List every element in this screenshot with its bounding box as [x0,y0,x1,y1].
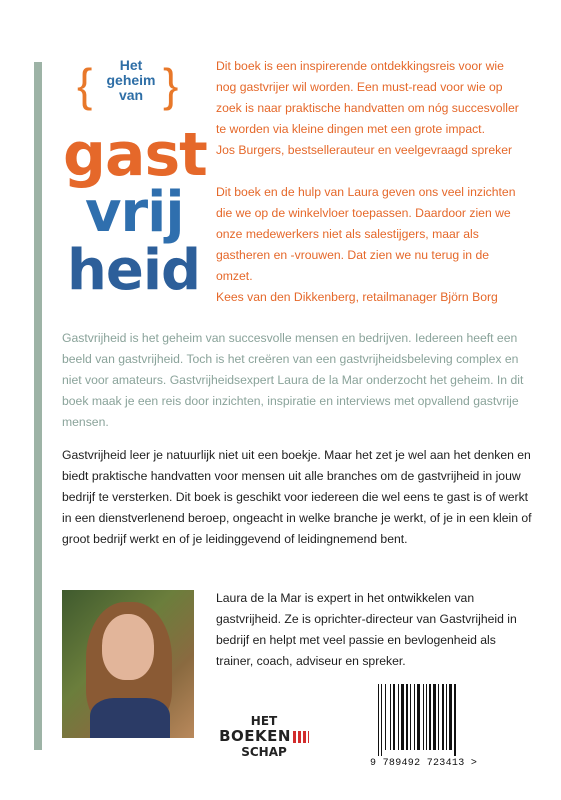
title-line-van: van [118,87,144,103]
quote-2-text: Dit boek en de hulp van Laura geven ons veel inzichten die we op de winkelvloer toepassen. Daardoor zien we onze medewerkers niet als salestijgers, maar als gastheren en -vrouwen. Dat zien we nu terug in de omzet. [216,185,516,283]
barcode-bar [398,684,399,750]
barcode-bar [417,684,420,750]
publisher-line-boeken: BOEKEN [219,727,291,745]
barcode-bar [457,684,458,756]
barcode-bar [381,684,382,756]
author-bio [216,588,532,672]
body-paragraph [62,445,532,550]
title-word-vrij: vrij [85,180,184,245]
barcode-bar [426,684,427,750]
barcode-bar [414,684,415,750]
barcode-bar [449,684,452,750]
barcode-bar [401,684,404,750]
quote-2-author: Kees van den Dikkenberg, retailmanager Björn Borg [216,290,498,304]
left-brace-icon: { [77,59,93,111]
body-text: Gastvrijheid leer je natuurlijk niet uit een boekje. Maar het zet je wel aan het denken en biedt praktische handvatten voor mensen uit alle branches om de gastvrijheid in jouw bedrijf te versterken. Dit boek is geschikt voor iedereen die wel eens te gast is of werkt in een dienstverlenend beroep, ongeacht in welke branche je werkt, of je in een klein of groot bedrijf werkt en of je leidinggevend of leidingnemend bent. [62,448,532,546]
title-word-gast: gast [63,120,207,190]
barcode-bar [446,684,447,750]
barcode-bar [442,684,444,750]
quote-1-author: Jos Burgers, bestsellerauteur en veelgevraagd spreker [216,143,513,157]
barcode-bars [378,684,490,756]
publisher-stripes-icon [293,731,309,743]
intro-text: Gastvrijheid is het geheim van succesvolle mensen en bedrijven. Iedereen heeft een beeld van gastvrijheid. Toch is het creëren van een gastvrijheidsbeleving complex en niet voor amateurs. Gastvrijheidsexpert Laura de la Mar onderzocht het geheim. In dit boek maak je een reis door inzichten, inspiratie en interviews met opvallend gastvrije mensen. [62,331,524,429]
barcode-bar [393,684,395,750]
isbn-barcode [368,684,498,770]
publisher-line-schap: SCHAP [241,745,287,759]
publisher-line-het: HET [250,714,278,728]
barcode-bar [390,684,391,750]
barcode-bar [433,684,436,750]
title-word-heid: heid [67,238,201,303]
publisher-line-boeken-row [214,728,314,745]
right-brace-icon: } [163,59,179,111]
barcode-bar [378,684,379,756]
publisher-logo [214,714,314,784]
accent-bar [34,62,42,750]
barcode-bar [429,684,431,750]
endorsement-quotes [216,56,526,308]
barcode-bar [410,684,411,750]
barcode-bar [438,684,439,750]
author-bio-text: Laura de la Mar is expert in het ontwikkelen van gastvrijheid. Ze is oprichter-directeur van Gastvrijheid in bedrijf en helpt met veel passie en bevlogenheid als trainer, coach, adviseur en spreker. [216,591,517,668]
author-photo [62,590,194,738]
barcode-number: 9 789492 723413 > [370,758,478,769]
quote-1-text: Dit boek is een inspirerende ontdekkingsreis voor wie nog gastvrijer wil worden. Een must-read voor wie op zoek is naar praktische handvatten om nóg succesvoller te worden via kleine dingen met een grote impact. [216,59,519,136]
barcode-bar [454,684,456,756]
title-line-geheim: geheim [106,72,156,88]
author-clothing [90,698,170,738]
author-face [102,614,154,680]
barcode-bar [406,684,408,750]
intro-paragraph [62,328,532,433]
barcode-bar [385,684,386,750]
title-line-het: Het [119,57,143,73]
barcode-bar [423,684,424,750]
